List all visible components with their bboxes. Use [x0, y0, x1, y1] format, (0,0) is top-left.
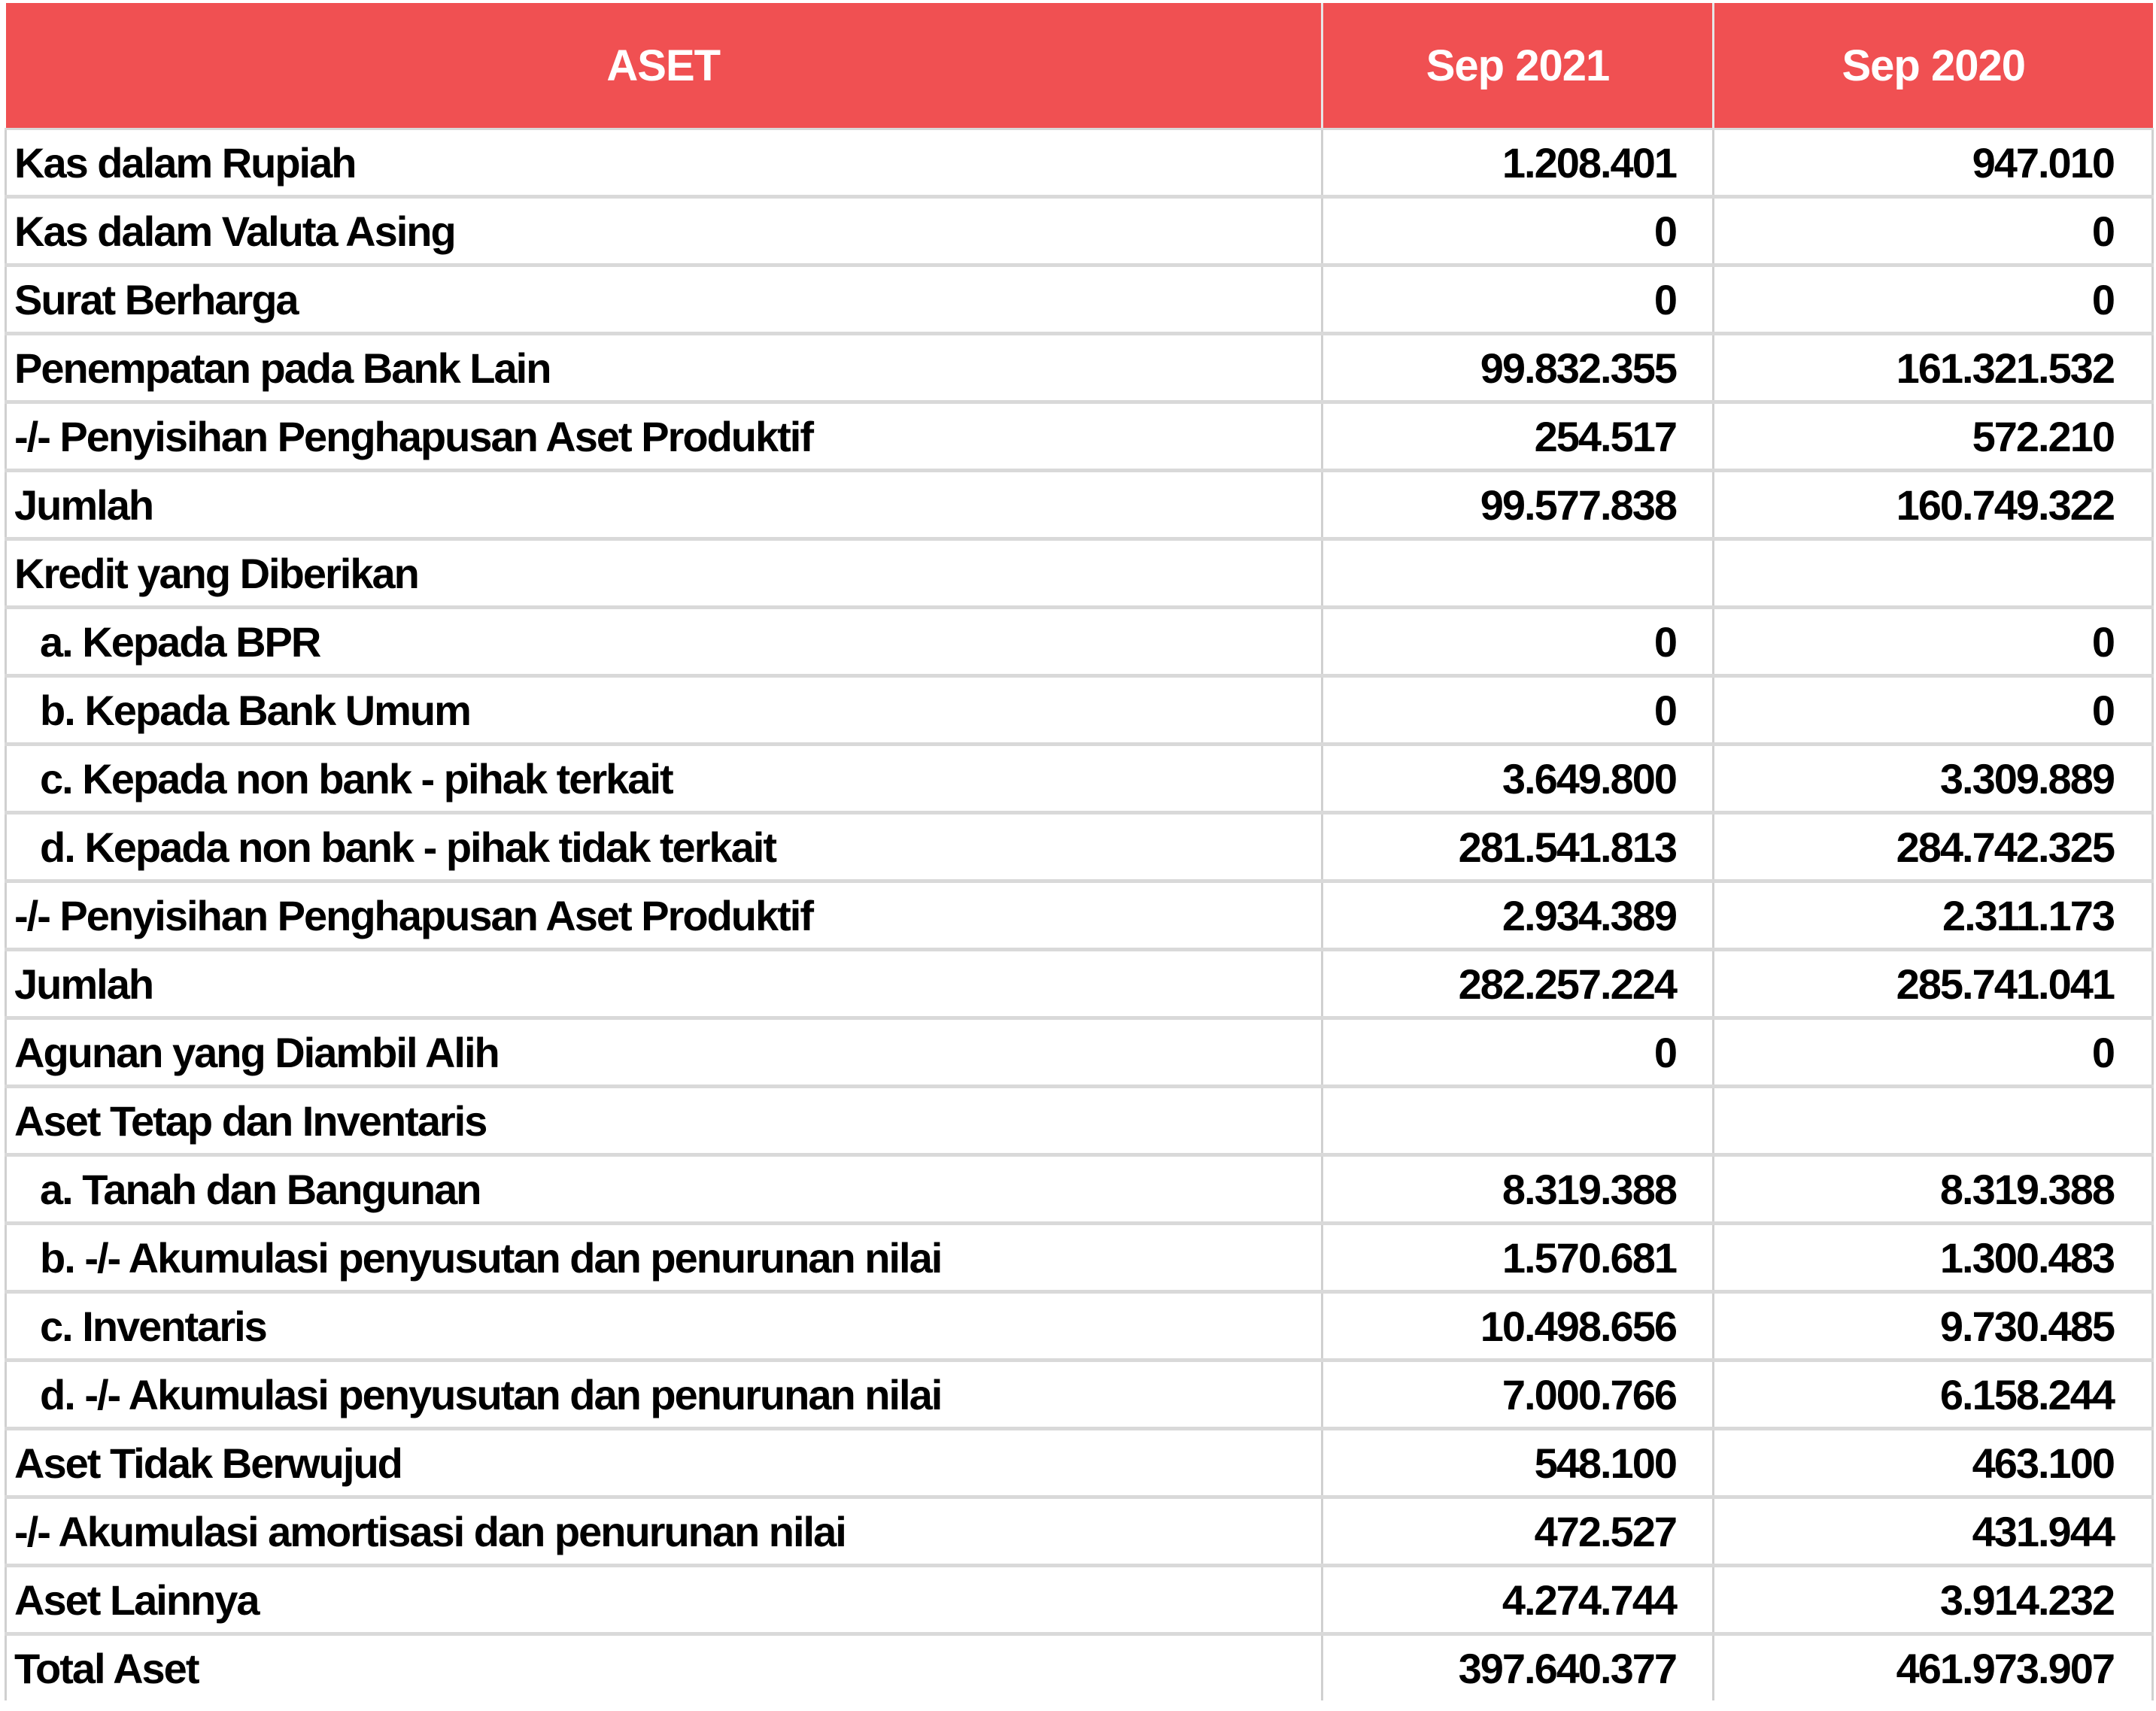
value-sep-2020 [1714, 539, 2153, 608]
value-sep-2020: 947.010 [1714, 129, 2153, 197]
table-row [6, 129, 2153, 197]
value-sep-2020: 1.300.483 [1714, 1224, 2153, 1292]
value-sep-2021: 397.640.377 [1322, 1634, 1714, 1701]
value-sep-2021: 0 [1322, 197, 1714, 265]
value-sep-2021: 0 [1322, 608, 1714, 676]
value-sep-2021: 472.527 [1322, 1497, 1714, 1566]
value-sep-2020 [1714, 1087, 2153, 1155]
table-row [6, 1087, 2153, 1155]
table-row [6, 265, 2153, 334]
row-label: a. Tanah dan Bangunan [6, 1155, 1322, 1224]
value-sep-2021: 10.498.656 [1322, 1292, 1714, 1361]
table-row [6, 1497, 2153, 1566]
row-label: Total Aset [6, 1634, 1322, 1701]
value-sep-2020: 3.914.232 [1714, 1566, 2153, 1634]
row-label: c. Kepada non bank - pihak terkait [6, 745, 1322, 813]
value-sep-2021: 0 [1322, 1018, 1714, 1087]
row-label: Penempatan pada Bank Lain [6, 334, 1322, 402]
value-sep-2021 [1322, 1087, 1714, 1155]
row-label: d. Kepada non bank - pihak tidak terkait [6, 813, 1322, 881]
table-row [6, 745, 2153, 813]
value-sep-2021: 7.000.766 [1322, 1361, 1714, 1429]
table-row [6, 402, 2153, 471]
table-row [6, 676, 2153, 745]
row-label: Surat Berharga [6, 265, 1322, 334]
value-sep-2020: 0 [1714, 608, 2153, 676]
value-sep-2020: 0 [1714, 197, 2153, 265]
row-label: -/- Penyisihan Penghapusan Aset Produktif [6, 881, 1322, 950]
table-row [6, 1292, 2153, 1361]
value-sep-2021: 8.319.388 [1322, 1155, 1714, 1224]
row-label: Kredit yang Diberikan [6, 539, 1322, 608]
value-sep-2020: 161.321.532 [1714, 334, 2153, 402]
value-sep-2020: 6.158.244 [1714, 1361, 2153, 1429]
row-label: Aset Tidak Berwujud [6, 1429, 1322, 1497]
value-sep-2021: 1.208.401 [1322, 129, 1714, 197]
table-row [6, 608, 2153, 676]
row-label: Aset Tetap dan Inventaris [6, 1087, 1322, 1155]
value-sep-2021: 1.570.681 [1322, 1224, 1714, 1292]
value-sep-2020: 8.319.388 [1714, 1155, 2153, 1224]
value-sep-2021: 99.832.355 [1322, 334, 1714, 402]
table-row [6, 1566, 2153, 1634]
value-sep-2021: 2.934.389 [1322, 881, 1714, 950]
row-label: b. -/- Akumulasi penyusutan dan penurunan nilai [6, 1224, 1322, 1292]
table-row [6, 813, 2153, 881]
table-row [6, 539, 2153, 608]
row-label: b. Kepada Bank Umum [6, 676, 1322, 745]
value-sep-2020: 284.742.325 [1714, 813, 2153, 881]
row-label: -/- Penyisihan Penghapusan Aset Produktif [6, 402, 1322, 471]
row-label: Jumlah [6, 471, 1322, 539]
value-sep-2021: 0 [1322, 676, 1714, 745]
row-label: d. -/- Akumulasi penyusutan dan penurunan nilai [6, 1361, 1322, 1429]
value-sep-2020: 9.730.485 [1714, 1292, 2153, 1361]
value-sep-2021: 99.577.838 [1322, 471, 1714, 539]
table-row [6, 471, 2153, 539]
table-row [6, 1429, 2153, 1497]
table-row [6, 1361, 2153, 1429]
row-label: -/- Akumulasi amortisasi dan penurunan nilai [6, 1497, 1322, 1566]
row-label: Kas dalam Valuta Asing [6, 197, 1322, 265]
value-sep-2020: 0 [1714, 676, 2153, 745]
row-label: Kas dalam Rupiah [6, 129, 1322, 197]
value-sep-2021: 282.257.224 [1322, 950, 1714, 1018]
asset-table [5, 3, 2154, 1700]
row-label: Agunan yang Diambil Alih [6, 1018, 1322, 1087]
value-sep-2020: 285.741.041 [1714, 950, 2153, 1018]
value-sep-2020: 431.944 [1714, 1497, 2153, 1566]
value-sep-2020: 2.311.173 [1714, 881, 2153, 950]
table-row [6, 1018, 2153, 1087]
table-row [6, 197, 2153, 265]
value-sep-2020: 0 [1714, 1018, 2153, 1087]
value-sep-2021: 254.517 [1322, 402, 1714, 471]
header-sep-2021: Sep 2021 [1322, 3, 1714, 129]
value-sep-2021 [1322, 539, 1714, 608]
table-row [6, 334, 2153, 402]
table-row [6, 1224, 2153, 1292]
value-sep-2021: 3.649.800 [1322, 745, 1714, 813]
value-sep-2021: 548.100 [1322, 1429, 1714, 1497]
row-label: Aset Lainnya [6, 1566, 1322, 1634]
row-label: a. Kepada BPR [6, 608, 1322, 676]
value-sep-2020: 461.973.907 [1714, 1634, 2153, 1701]
value-sep-2021: 281.541.813 [1322, 813, 1714, 881]
table-row [6, 1634, 2153, 1701]
row-label: Jumlah [6, 950, 1322, 1018]
value-sep-2020: 3.309.889 [1714, 745, 2153, 813]
value-sep-2021: 4.274.744 [1322, 1566, 1714, 1634]
value-sep-2020: 463.100 [1714, 1429, 2153, 1497]
value-sep-2021: 0 [1322, 265, 1714, 334]
value-sep-2020: 572.210 [1714, 402, 2153, 471]
value-sep-2020: 160.749.322 [1714, 471, 2153, 539]
table-row [6, 1155, 2153, 1224]
table-row [6, 950, 2153, 1018]
row-label: c. Inventaris [6, 1292, 1322, 1361]
header-sep-2020: Sep 2020 [1714, 3, 2153, 129]
table-row [6, 881, 2153, 950]
header-row [6, 3, 2153, 129]
table-body [6, 129, 2153, 1701]
value-sep-2020: 0 [1714, 265, 2153, 334]
header-aset: ASET [6, 3, 1322, 129]
